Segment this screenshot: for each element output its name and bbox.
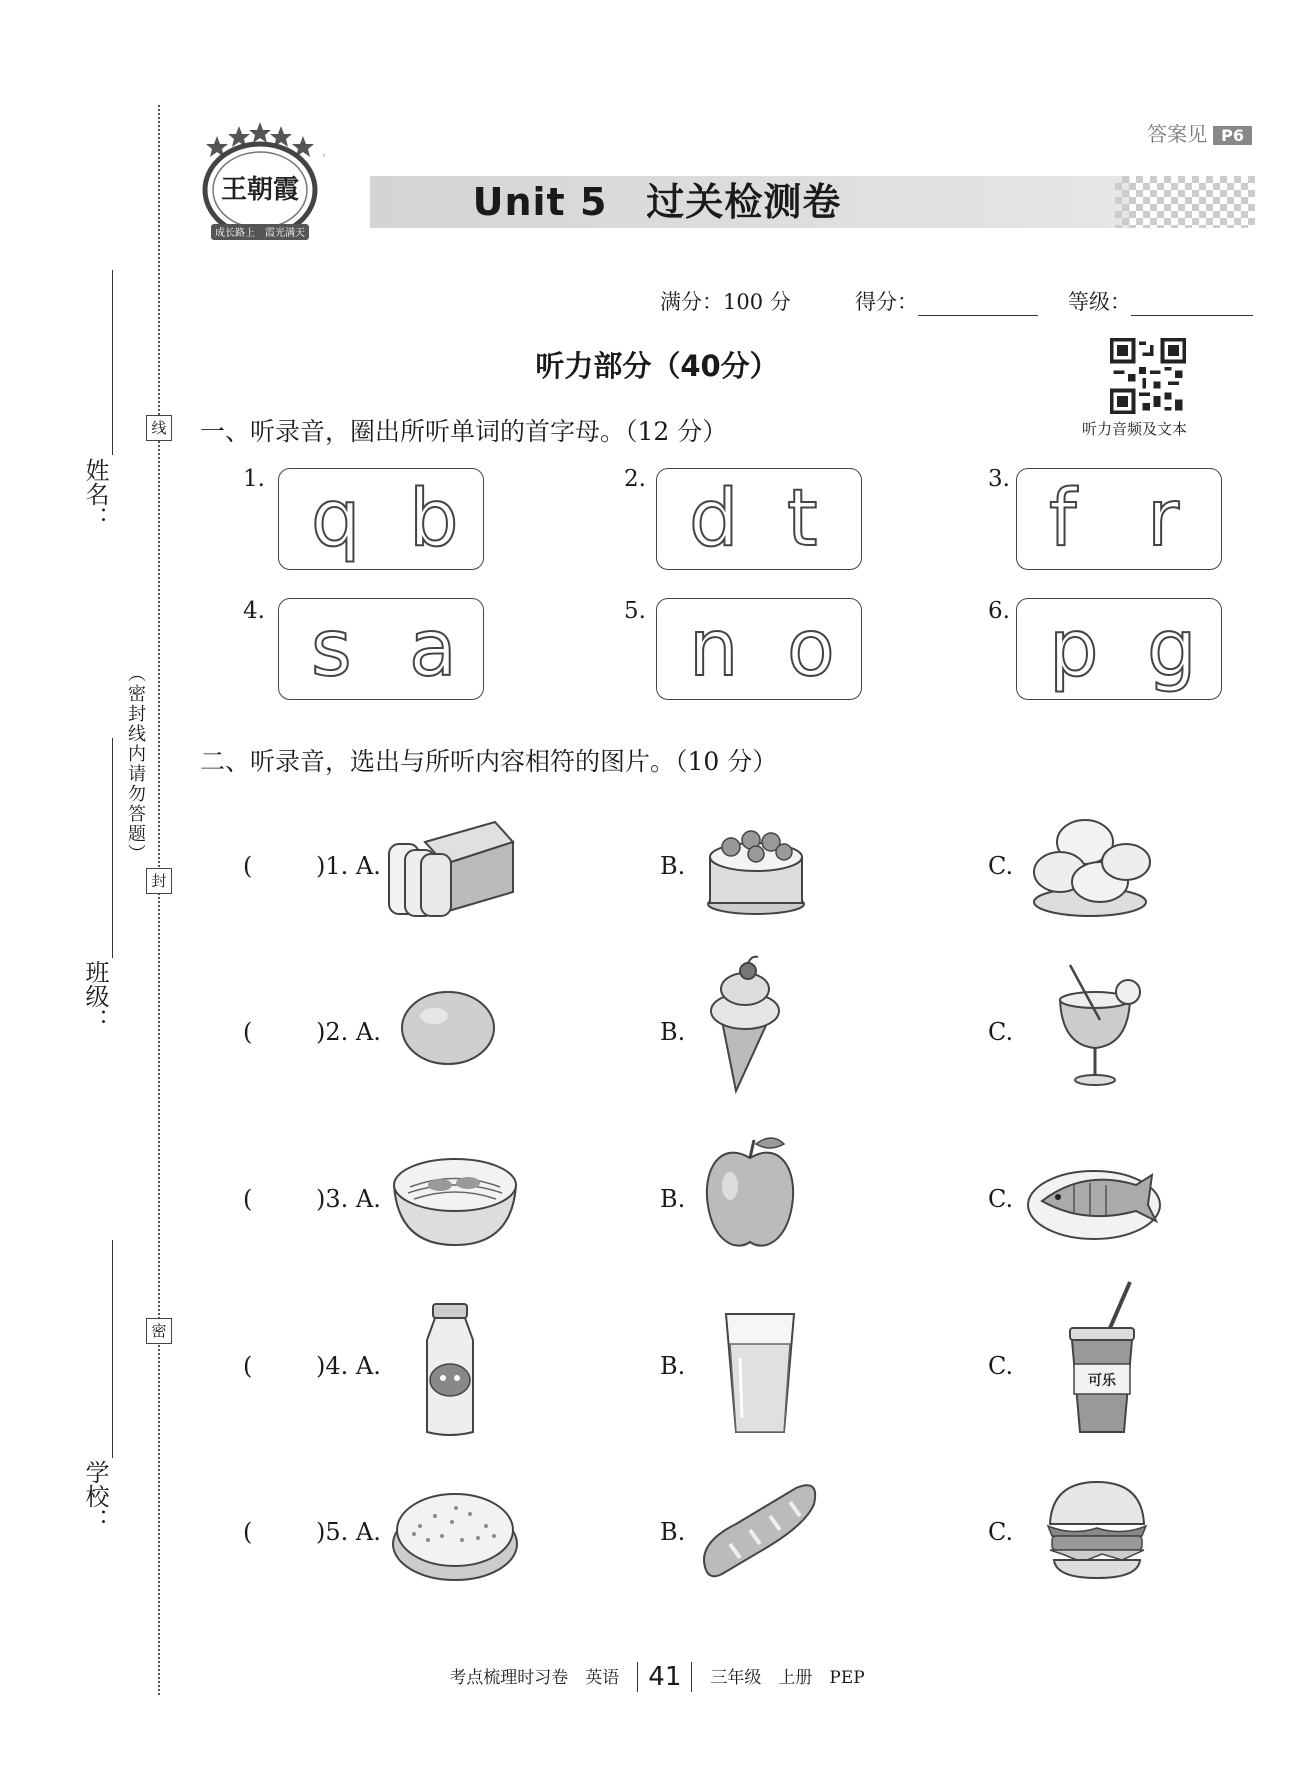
school-label: 学校： [81, 1460, 109, 1532]
footer-right: 三年级 上册 PEP [710, 1668, 865, 1688]
svg-text:可乐: 可乐 [1088, 1373, 1116, 1389]
name-label: 姓名： [81, 458, 109, 530]
hamburger-icon[interactable] [1042, 1474, 1152, 1584]
q1-item-number: 5. [624, 598, 646, 624]
apple-icon[interactable] [700, 1130, 800, 1260]
score-field[interactable] [918, 293, 1038, 316]
letter-option[interactable]: o [787, 604, 835, 694]
answer-blank[interactable]: ( [243, 1185, 253, 1213]
water-icon[interactable] [720, 1308, 800, 1438]
letter-option[interactable]: t [787, 474, 818, 564]
page-title: Unit 5 过关检测卷 [472, 180, 842, 224]
letter-box[interactable] [278, 598, 484, 700]
option-c-label: C. [988, 852, 1014, 880]
q1-item-number: 4. [243, 598, 265, 624]
letter-box[interactable] [656, 468, 862, 570]
answer-blank[interactable]: ( [243, 1518, 253, 1546]
q2-row-label: )5. A. [316, 1518, 381, 1546]
letter-option[interactable]: a [409, 604, 457, 694]
fish-icon[interactable] [1024, 1145, 1164, 1245]
letter-option[interactable]: n [689, 604, 739, 694]
letter-option[interactable]: s [311, 604, 352, 694]
bread-loaf-icon[interactable] [696, 1474, 826, 1584]
full-marks: 满分：100 分 [660, 290, 791, 314]
option-b-label: B. [660, 1018, 686, 1046]
letter-option[interactable]: g [1147, 604, 1197, 694]
answer-blank[interactable]: ( [243, 852, 253, 880]
q2-row-label: )2. A. [316, 1018, 381, 1046]
option-b-label: B. [660, 1518, 686, 1546]
option-b-label: B. [660, 1185, 686, 1213]
q1-item-number: 6. [988, 598, 1010, 624]
qr-label: 听力音频及文本 [1082, 420, 1188, 438]
letter-box[interactable] [1016, 598, 1222, 700]
option-b-label: B. [660, 1352, 686, 1380]
q2-row-label: )3. A. [316, 1185, 381, 1213]
cola-icon[interactable] [1060, 1278, 1150, 1438]
page-number: 41 [637, 1662, 692, 1692]
letter-option[interactable]: p [1049, 604, 1099, 694]
letter-option[interactable]: r [1147, 474, 1180, 564]
q2-row-label: )4. A. [316, 1352, 381, 1380]
option-c-label: C. [988, 1352, 1014, 1380]
rice-icon[interactable] [390, 1478, 520, 1588]
seal-char-seal: 封 [146, 868, 172, 894]
ice-cream-icon[interactable] [700, 955, 790, 1095]
seal-note: （密封线内请勿答题） [125, 664, 146, 864]
letter-box[interactable] [1016, 468, 1222, 570]
svg-text:王朝霞: 王朝霞 [220, 175, 300, 205]
q1-heading: 一、听录音，圈出所听单词的首字母。（12 分） [200, 417, 728, 446]
option-b-label: B. [660, 852, 686, 880]
letter-option[interactable]: q [311, 474, 361, 564]
milk-icon[interactable] [415, 1300, 485, 1440]
grade-label: 等级： [1068, 286, 1253, 316]
letter-option[interactable]: b [409, 474, 459, 564]
score-label: 得分： [855, 286, 1038, 316]
grade-field[interactable] [1131, 293, 1253, 316]
noodles-icon[interactable] [390, 1145, 520, 1255]
answer-reference: 答案见 P6 [1147, 118, 1252, 147]
q2-heading: 二、听录音，选出与所听内容相符的图片。（10 分） [200, 747, 778, 776]
answer-page-tag: P6 [1213, 126, 1252, 145]
bread-icon[interactable] [385, 812, 515, 922]
qr-code-icon[interactable] [1110, 338, 1186, 414]
publisher-logo-icon [195, 118, 325, 248]
cake-icon[interactable] [696, 812, 826, 922]
option-c-label: C. [988, 1185, 1014, 1213]
option-c-label: C. [988, 1018, 1014, 1046]
letter-option[interactable]: f [1049, 474, 1077, 564]
seal-char-secret: 密 [146, 1318, 172, 1344]
q1-item-number: 2. [624, 466, 646, 492]
q2-row-label: )1. A. [316, 852, 381, 880]
letter-box[interactable] [278, 468, 484, 570]
listening-section-title: 听力部分（40分） [535, 349, 779, 383]
answer-blank[interactable]: ( [243, 1352, 253, 1380]
school-field[interactable] [112, 1240, 113, 1458]
class-label: 班级： [81, 960, 109, 1032]
buns-icon[interactable] [1030, 812, 1160, 922]
q1-item-number: 1. [243, 466, 265, 492]
footer-left: 考点梳理时习卷 英语 [449, 1668, 620, 1688]
seal-char-line: 线 [146, 415, 172, 441]
svg-text:成长路上 霞光满天: 成长路上 霞光满天 [215, 228, 305, 239]
answer-blank[interactable]: ( [243, 1018, 253, 1046]
egg-icon[interactable] [398, 978, 528, 1088]
footer [0, 1660, 1314, 1690]
letter-box[interactable] [656, 598, 862, 700]
juice-icon[interactable] [1050, 960, 1150, 1090]
q1-item-number: 3. [988, 466, 1010, 492]
option-c-label: C. [988, 1518, 1014, 1546]
class-field[interactable] [112, 738, 113, 958]
letter-option[interactable]: d [689, 474, 739, 564]
